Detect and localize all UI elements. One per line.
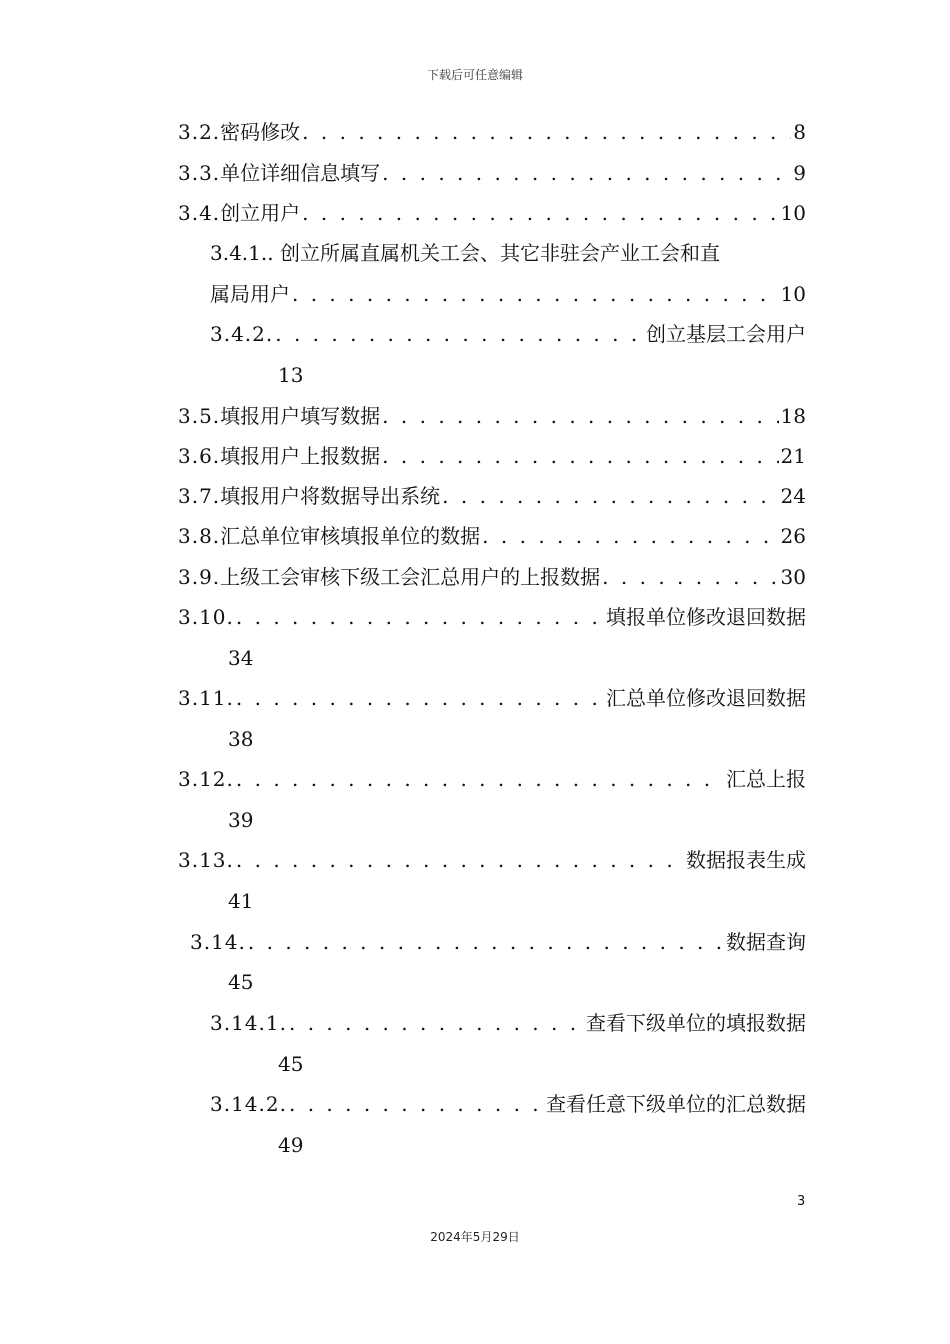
toc-title: 单位详细信息填写: [220, 161, 381, 185]
toc-entry-3-13[interactable]: [178, 840, 806, 880]
toc-title: 查看下级单位的填报数据: [586, 1011, 806, 1035]
dot-leader: [382, 153, 791, 193]
dot-leader: [289, 1084, 544, 1124]
toc-entry-3-4-2[interactable]: [210, 314, 806, 354]
dot-leader: [292, 274, 779, 314]
toc-entry-3-4-1-line1[interactable]: 3.4.1.. 创立所属直属机关工会、其它非驻会产业工会和直: [210, 241, 720, 265]
toc-page: 9: [793, 161, 806, 185]
toc-title: 汇总单位审核填报单位的数据: [220, 524, 481, 548]
dot-leader: [482, 516, 778, 556]
toc-page: 26: [780, 524, 806, 548]
toc-title: 密码修改: [220, 120, 301, 144]
toc-number: 3.7.: [178, 484, 221, 508]
dot-leader: [302, 112, 791, 152]
toc-number: 3.2.: [178, 120, 221, 144]
toc-entry-3-9[interactable]: [178, 557, 806, 597]
page-header: 下载后可任意编辑: [426, 68, 523, 82]
toc-title: 创立基层工会用户: [646, 322, 806, 346]
dot-leader: [248, 922, 724, 962]
toc-title: 创立用户: [220, 201, 301, 225]
dot-leader: [442, 476, 778, 516]
toc-number: 3.14.: [190, 930, 246, 954]
toc-entry-3-6[interactable]: [178, 436, 806, 476]
dot-leader: [382, 436, 778, 476]
toc-number: 3.14.1.: [210, 1011, 287, 1035]
toc-page: 18: [780, 404, 806, 428]
toc-number: 3.11.: [178, 686, 234, 710]
toc-number: 3.8.: [178, 524, 221, 548]
toc-title: 查看任意下级单位的汇总数据: [546, 1092, 806, 1116]
dot-leader: [302, 193, 778, 233]
page-number: 3: [797, 1194, 806, 1209]
dot-leader: [236, 678, 604, 718]
toc-title: 填报用户上报数据: [220, 444, 381, 468]
toc-page: 8: [793, 120, 806, 144]
toc-entry-3-7[interactable]: [178, 476, 806, 516]
toc-title: 属局用户: [210, 282, 290, 306]
dot-leader: [236, 840, 684, 880]
toc-entry-3-12[interactable]: [178, 759, 806, 799]
toc-entry-3-14[interactable]: [190, 922, 806, 962]
toc-entry-3-2[interactable]: [178, 112, 806, 152]
dot-leader: [275, 314, 644, 354]
toc-entry-3-10[interactable]: [178, 597, 806, 637]
toc-title: 填报用户将数据导出系统: [220, 484, 441, 508]
toc-number: 3.4.: [178, 201, 221, 225]
toc-page: 30: [780, 565, 806, 589]
toc-entry-3-4-1-line2[interactable]: [210, 274, 806, 314]
dot-leader: [382, 396, 778, 436]
toc-page: 49: [278, 1133, 304, 1157]
toc-entry-3-4[interactable]: [178, 193, 806, 233]
toc-number: 3.4.2.: [210, 322, 274, 346]
toc-number: 3.13.: [178, 848, 234, 872]
toc-page: 10: [780, 201, 806, 225]
footer-date: 2024年5月29日: [430, 1230, 520, 1244]
toc-number: 3.10.: [178, 605, 234, 629]
toc-page: 10: [780, 282, 806, 306]
toc-number: 3.12.: [178, 767, 234, 791]
dot-leader: [236, 597, 604, 637]
toc-number: 3.14.2.: [210, 1092, 287, 1116]
toc-entry-3-5[interactable]: [178, 396, 806, 436]
toc-title: 汇总单位修改退回数据: [606, 686, 806, 710]
toc-page: 21: [780, 444, 806, 468]
dot-leader: [236, 759, 724, 799]
toc-number: 3.6.: [178, 444, 221, 468]
toc-page: 45: [228, 970, 254, 994]
toc-page: 38: [228, 727, 254, 751]
toc-number: 3.9.: [178, 565, 221, 589]
toc-title: 数据查询: [726, 930, 806, 954]
toc-page: 39: [228, 808, 254, 832]
toc-page: 34: [228, 646, 254, 670]
toc-title: 填报单位修改退回数据: [606, 605, 806, 629]
toc-title: 汇总上报: [726, 767, 806, 791]
toc-page: 45: [278, 1052, 304, 1076]
dot-leader: [602, 557, 778, 597]
toc-title: 数据报表生成: [686, 848, 806, 872]
toc-entry-3-14-1[interactable]: [210, 1003, 806, 1043]
toc-number: 3.3.: [178, 161, 221, 185]
toc-entry-3-11[interactable]: [178, 678, 806, 718]
toc-number: 3.5.: [178, 404, 221, 428]
dot-leader: [289, 1003, 584, 1043]
toc-page: 24: [780, 484, 806, 508]
toc-page: 41: [228, 889, 254, 913]
toc-title: 上级工会审核下级工会汇总用户的上报数据: [220, 565, 601, 589]
toc-title: 填报用户填写数据: [220, 404, 381, 428]
toc-entry-3-8[interactable]: [178, 516, 806, 556]
toc-entry-3-14-2[interactable]: [210, 1084, 806, 1124]
toc-entry-3-3[interactable]: [178, 153, 806, 193]
toc-page: 13: [278, 363, 304, 387]
